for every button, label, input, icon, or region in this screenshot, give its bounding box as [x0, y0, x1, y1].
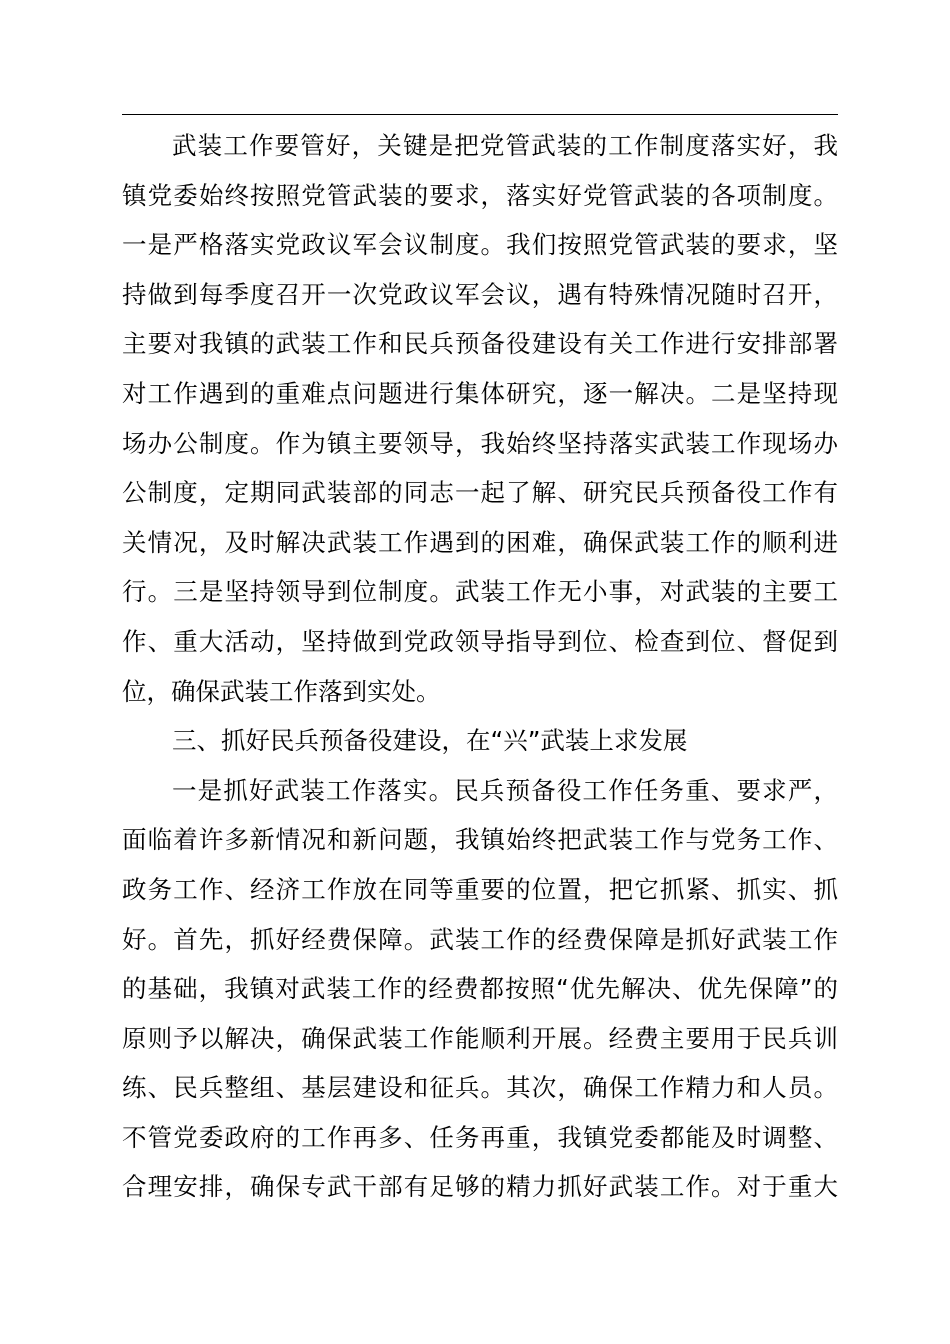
- text-line: 一是抓好武装工作落实。民兵预备役工作任务重、要求严，: [172, 775, 838, 805]
- text-line: 不管党委政府的工作再多、任务再重，我镇党委都能及时调整、: [122, 1122, 838, 1152]
- header-rule: [122, 114, 838, 115]
- text-line: 政务工作、经济工作放在同等重要的位置，把它抓紧、抓实、抓: [122, 874, 838, 904]
- text-line: 练、民兵整组、基层建设和征兵。其次，确保工作精力和人员。: [122, 1073, 838, 1103]
- body-text: [122, 121, 838, 1212]
- text-line: 好。首先，抓好经费保障。武装工作的经费保障是抓好武装工作: [122, 924, 838, 954]
- text-line: 合理安排，确保专武干部有足够的精力抓好武装工作。对于重大: [122, 1172, 838, 1202]
- text-line: 主要对我镇的武装工作和民兵预备役建设有关工作进行安排部署: [122, 329, 838, 359]
- text-line: 关情况，及时解决武装工作遇到的困难，确保武装工作的顺利进: [122, 527, 838, 557]
- text-line: 原则予以解决，确保武装工作能顺利开展。经费主要用于民兵训: [122, 1023, 838, 1053]
- text-line: 作、重大活动，坚持做到党政领导指导到位、检查到位、督促到: [122, 626, 838, 656]
- text-line: 面临着许多新情况和新问题，我镇始终把武装工作与党务工作、: [122, 825, 838, 855]
- paragraph-end-line: 位，确保武装工作落到实处。: [122, 676, 441, 706]
- section-heading: 三、抓好民兵预备役建设，在“兴”武装上求发展: [172, 726, 688, 756]
- text-line: 的基础，我镇对武装工作的经费都按照“优先解决、优先保障”的: [122, 974, 838, 1004]
- text-line: 持做到每季度召开一次党政议军会议，遇有特殊情况随时召开，: [122, 279, 838, 309]
- text-line: 对工作遇到的重难点问题进行集体研究，逐一解决。二是坚持现: [122, 378, 838, 408]
- text-line: 行。三是坚持领导到位制度。武装工作无小事，对武装的主要工: [122, 577, 838, 607]
- text-line: 公制度，定期同武装部的同志一起了解、研究民兵预备役工作有: [122, 478, 838, 508]
- text-line: 镇党委始终按照党管武装的要求，落实好党管武装的各项制度。: [122, 180, 838, 210]
- text-line: 武装工作要管好，关键是把党管武装的工作制度落实好，我: [172, 131, 838, 160]
- text-line: 场办公制度。作为镇主要领导，我始终坚持落实武装工作现场办: [122, 428, 838, 458]
- text-line: 一是严格落实党政议军会议制度。我们按照党管武装的要求，坚: [122, 230, 838, 260]
